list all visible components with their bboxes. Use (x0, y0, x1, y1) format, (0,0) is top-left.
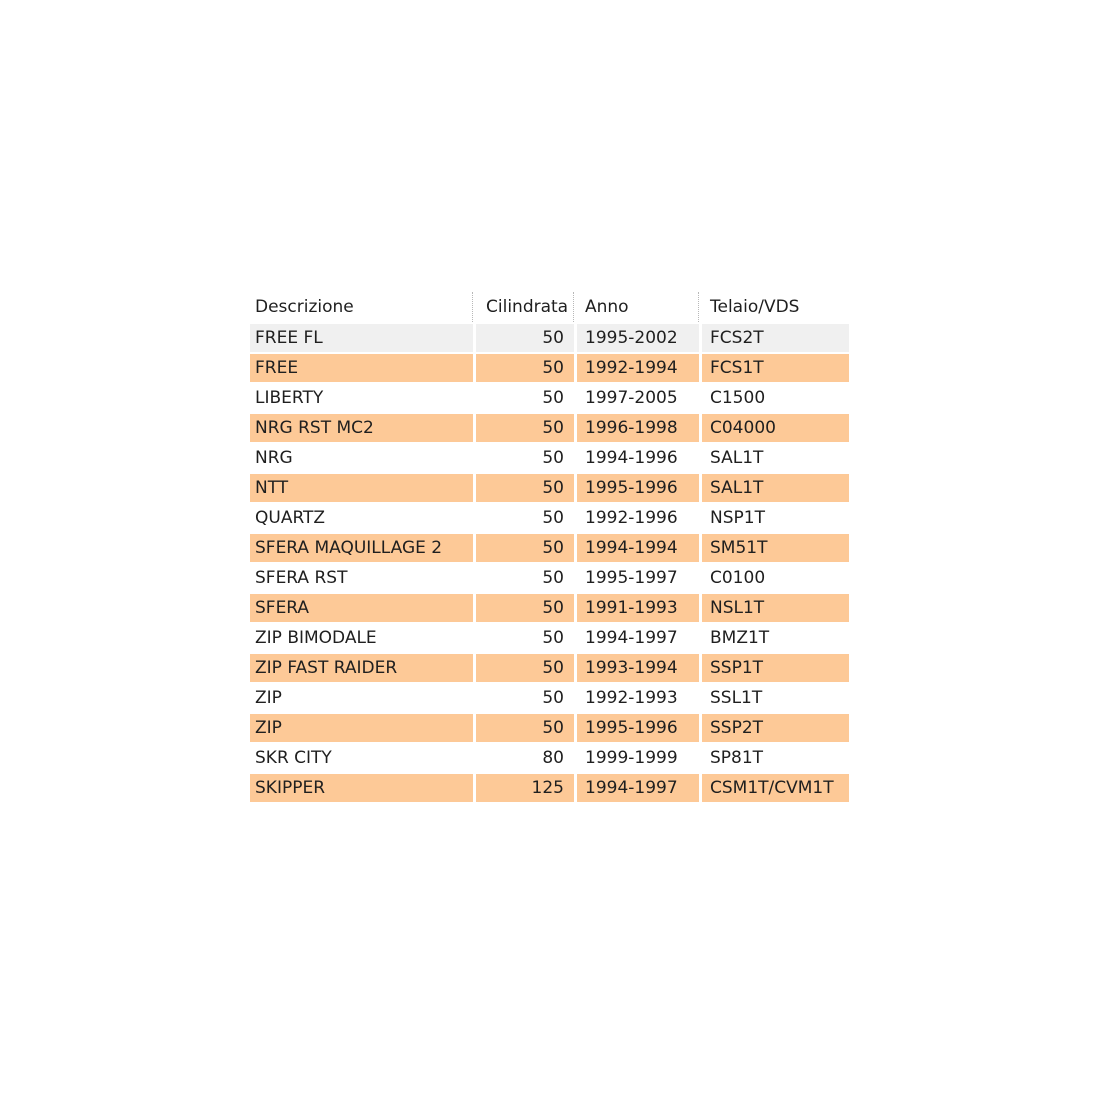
cell-anno: 1997-2005 (577, 384, 699, 412)
cell-cilindrata: 50 (476, 384, 574, 412)
column-header-cilindrata[interactable]: Cilindrata (476, 292, 574, 322)
cell-descrizione: ZIP (250, 684, 473, 712)
table-row[interactable] (250, 594, 852, 624)
cell-telaio: SP81T (702, 744, 849, 772)
cell-telaio: SSP1T (702, 654, 849, 682)
cell-anno: 1994-1997 (577, 774, 699, 802)
cell-anno: 1992-1996 (577, 504, 699, 532)
cell-telaio: C1500 (702, 384, 849, 412)
table-body (250, 324, 852, 804)
cell-descrizione: NRG (250, 444, 473, 472)
table-row[interactable] (250, 534, 852, 564)
table-row[interactable] (250, 564, 852, 594)
cell-anno: 1996-1998 (577, 414, 699, 442)
cell-anno: 1992-1993 (577, 684, 699, 712)
table-row[interactable] (250, 384, 852, 414)
cell-anno: 1991-1993 (577, 594, 699, 622)
cell-descrizione: NTT (250, 474, 473, 502)
cell-cilindrata: 50 (476, 594, 574, 622)
table-row[interactable] (250, 714, 852, 744)
table-row[interactable] (250, 684, 852, 714)
cell-cilindrata: 125 (476, 774, 574, 802)
cell-anno: 1995-2002 (577, 324, 699, 352)
cell-telaio: NSP1T (702, 504, 849, 532)
cell-telaio: SAL1T (702, 444, 849, 472)
cell-cilindrata: 50 (476, 654, 574, 682)
cell-anno: 1994-1997 (577, 624, 699, 652)
cell-cilindrata: 50 (476, 534, 574, 562)
cell-telaio: FCS1T (702, 354, 849, 382)
cell-telaio: FCS2T (702, 324, 849, 352)
cell-anno: 1995-1996 (577, 714, 699, 742)
table-row[interactable] (250, 444, 852, 474)
cell-anno: 1995-1996 (577, 474, 699, 502)
cell-descrizione: SFERA RST (250, 564, 473, 592)
table-row[interactable] (250, 414, 852, 444)
cell-cilindrata: 50 (476, 504, 574, 532)
cell-descrizione: NRG RST MC2 (250, 414, 473, 442)
column-header-anno[interactable]: Anno (577, 292, 699, 322)
cell-cilindrata: 50 (476, 324, 574, 352)
cell-descrizione: QUARTZ (250, 504, 473, 532)
cell-cilindrata: 50 (476, 444, 574, 472)
cell-telaio: SAL1T (702, 474, 849, 502)
cell-anno: 1995-1997 (577, 564, 699, 592)
cell-telaio: SSP2T (702, 714, 849, 742)
cell-descrizione: SFERA MAQUILLAGE 2 (250, 534, 473, 562)
table-row[interactable] (250, 654, 852, 684)
cell-descrizione: FREE FL (250, 324, 473, 352)
cell-telaio: SSL1T (702, 684, 849, 712)
table-header (250, 292, 852, 322)
cell-anno: 1999-1999 (577, 744, 699, 772)
cell-descrizione: SKR CITY (250, 744, 473, 772)
cell-cilindrata: 50 (476, 624, 574, 652)
cell-descrizione: FREE (250, 354, 473, 382)
cell-cilindrata: 50 (476, 354, 574, 382)
cell-anno: 1992-1994 (577, 354, 699, 382)
cell-descrizione: LIBERTY (250, 384, 473, 412)
cell-cilindrata: 50 (476, 474, 574, 502)
cell-telaio: SM51T (702, 534, 849, 562)
cell-cilindrata: 50 (476, 564, 574, 592)
cell-anno: 1994-1994 (577, 534, 699, 562)
cell-descrizione: ZIP BIMODALE (250, 624, 473, 652)
column-header-telaio[interactable]: Telaio/VDS (702, 292, 849, 322)
cell-cilindrata: 50 (476, 684, 574, 712)
cell-cilindrata: 50 (476, 414, 574, 442)
cell-cilindrata: 50 (476, 714, 574, 742)
table-row[interactable] (250, 324, 852, 354)
table-row[interactable] (250, 504, 852, 534)
table-row[interactable] (250, 624, 852, 654)
compatibility-table (250, 292, 852, 804)
cell-anno: 1993-1994 (577, 654, 699, 682)
cell-telaio: NSL1T (702, 594, 849, 622)
cell-telaio: C0100 (702, 564, 849, 592)
cell-descrizione: SFERA (250, 594, 473, 622)
cell-telaio: CSM1T/CVM1T (702, 774, 849, 802)
cell-cilindrata: 80 (476, 744, 574, 772)
cell-descrizione: ZIP FAST RAIDER (250, 654, 473, 682)
cell-telaio: C04000 (702, 414, 849, 442)
column-header-descrizione[interactable]: Descrizione (250, 292, 473, 322)
cell-descrizione: SKIPPER (250, 774, 473, 802)
table-row[interactable] (250, 354, 852, 384)
table-row[interactable] (250, 474, 852, 504)
cell-telaio: BMZ1T (702, 624, 849, 652)
table-row[interactable] (250, 744, 852, 774)
cell-descrizione: ZIP (250, 714, 473, 742)
table-row[interactable] (250, 774, 852, 804)
cell-anno: 1994-1996 (577, 444, 699, 472)
